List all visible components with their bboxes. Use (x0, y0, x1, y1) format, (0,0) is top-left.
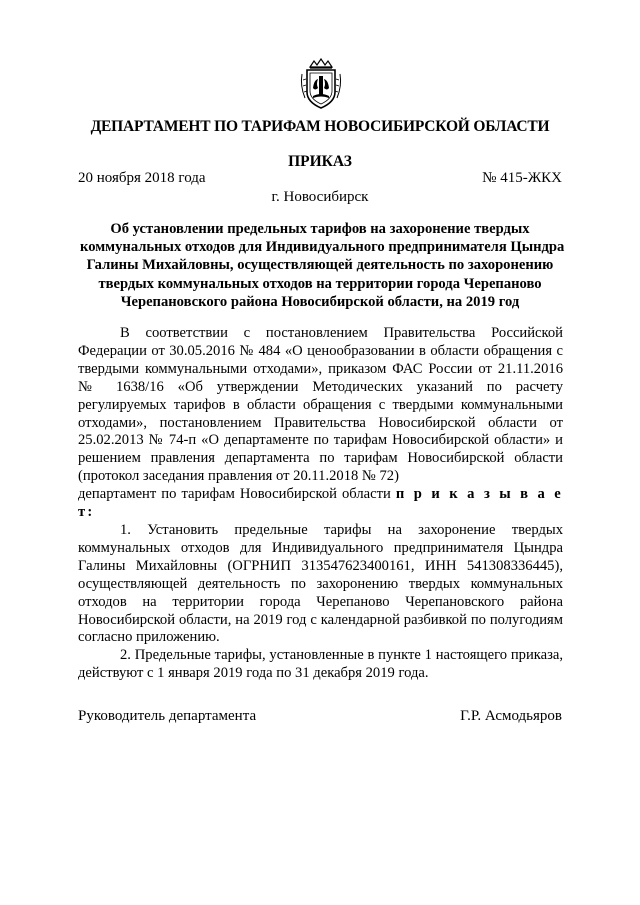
order-title (80, 220, 565, 311)
coat-of-arms-icon (299, 58, 343, 110)
title-line: Об установлении предельных тарифов на захоронение твердых (110, 221, 530, 237)
preamble-paragraph: В соответствии с постановлением Правительства Российской Федерации от 30.05.2016 № 484 «О ценообразовании в области обращения с твердыми коммунальными отходами», приказом ФАС России от 21.11.2016 № 1638/16 «Об утверждении Методических указаний по расчету регулируемых тарифов в области обращения с твердыми коммунальными отходами», постановлением Правительства Новосибирской области от 25.02.2013 № 74-п «О департаменте по тарифам Новосибирской области» и решением правления департамента по тарифам Новосибирской области (протокол заседания правления от 20.11.2018 № 72) (78, 325, 563, 485)
title-line: твердых коммунальных отходов на территории города Черепаново (98, 275, 542, 292)
department-heading: ДЕПАРТАМЕНТ ПО ТАРИФАМ НОВОСИБИРСКОЙ ОБЛАСТИ (90, 118, 550, 135)
title-line: Черепановского района Новосибирской области, на 2019 год (120, 293, 520, 310)
order-number: № 415-ЖКХ (482, 170, 562, 186)
signatory-name: Г.Р. Асмодьяров (460, 708, 562, 724)
order-body (78, 325, 563, 683)
order-clause (78, 486, 563, 522)
signatory-position: Руководитель департамента (78, 708, 257, 724)
order-date: 20 ноября 2018 года (78, 170, 206, 186)
order-lead: департамент по тарифам Новосибирской области (78, 486, 391, 503)
order-city: г. Новосибирск (271, 189, 369, 205)
title-line: Галины Михайловны, осуществляющей деятельность по захоронению (86, 257, 554, 274)
title-line: коммунальных отходов для Индивидуального предпринимателя Цындра (80, 239, 565, 256)
item-2-paragraph: 2. Предельные тарифы, установленные в пункте 1 настоящего приказа, действуют с 1 января 2019 года по 31 декабря 2019 года. (78, 647, 563, 682)
document-type: ПРИКАЗ (288, 153, 352, 170)
item-1-paragraph: 1. Установить предельные тарифы на захоронение твердых коммунальных отходов для Индивидуального предпринимателя Цындра Галины Михайловны (ОГРНИП 313547623400161, ИНН 541308336445), осуществляющей деятельность по захоронению твердых коммунальных отходов на территории города Черепаново Черепановского района Новосибирской области, на 2019 год с календарной разбивкой по полугодиям согласно приложению. (78, 521, 563, 646)
order-word: п р и к а з ы в а е т: (78, 486, 563, 521)
